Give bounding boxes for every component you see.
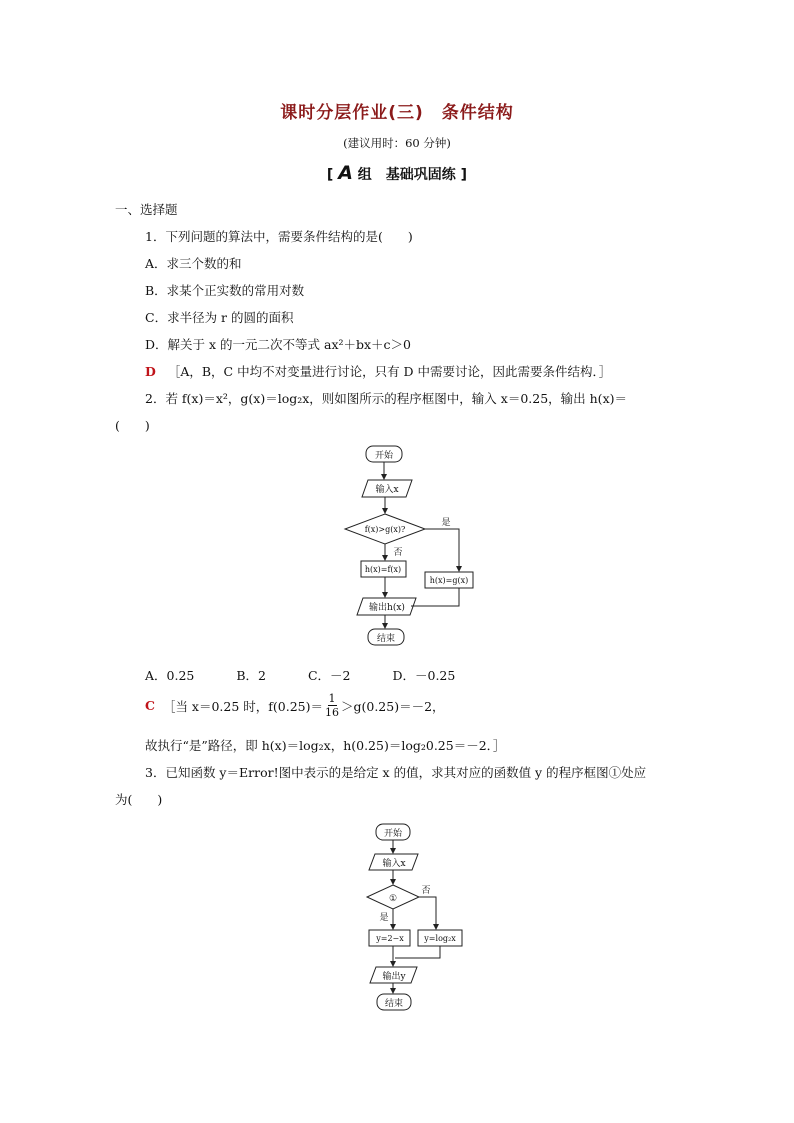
q2-flowchart (330, 440, 490, 655)
q2-fraction-denominator: 16 (325, 706, 339, 719)
q1-stem: 1．下列问题的算法中，需要条件结构的是( ) (145, 229, 413, 244)
q2-input-label: 输入x (375, 485, 399, 495)
q2-option-d: D．－0.25 (392, 668, 456, 683)
q3-output-label: 输出y (382, 972, 406, 982)
q2-output-label: 输出h(x) (369, 603, 405, 613)
q1-answer-text: ［A，B，C 中均不对变量进行讨论，只有 D 中需要讨论，因此需要条件结构．］ (167, 364, 612, 379)
group-letter: A (338, 162, 353, 184)
page-title: 课时分层作业(三) 条件结构 (280, 103, 514, 123)
q2-right-box-label: h(x)=g(x) (429, 576, 469, 585)
q3-input-label: 输入x (382, 859, 406, 869)
q2-option-a: A．0.25 (145, 668, 195, 683)
q2-left-box-label: h(x)=f(x) (364, 565, 402, 574)
page-subtitle: (建议用时：60 分钟) (343, 136, 451, 150)
q3-end-label: 结束 (384, 999, 404, 1009)
q2-options (145, 666, 455, 684)
q2-decision-label: f(x)>g(x)? (364, 525, 406, 534)
q1-answer (145, 362, 611, 380)
group-heading (0, 162, 794, 184)
q3-stem-line2: 为( ) (115, 792, 163, 807)
q3-yes-label: 是 (379, 913, 389, 923)
group-bracket-right: ] (460, 167, 468, 183)
q2-stem-line2: ( ) (115, 418, 150, 433)
q3-flowchart (350, 818, 480, 1018)
q2-option-b: B．2 (236, 668, 266, 683)
q2-fraction (325, 692, 339, 719)
q3-decision-label: ① (388, 894, 398, 904)
q1-option-a: A．求三个数的和 (145, 256, 242, 271)
q3-right-box-label: y=log₂x (424, 934, 456, 943)
q2-answer-line2: 故执行“是”路径，即 h(x)＝log₂x，h(0.25)＝log₂0.25＝－2．］ (145, 738, 506, 753)
group-title: 组 基础巩固练 (357, 167, 456, 183)
q2-start-label: 开始 (374, 451, 394, 461)
q2-answer-letter: C (145, 698, 155, 713)
q2-option-c: C．－2 (307, 668, 351, 683)
q2-end-label: 结束 (376, 634, 396, 644)
q1-answer-letter: D (145, 364, 156, 379)
section-heading: 一、选择题 (115, 202, 178, 217)
q3-left-box-label: y=2−x (376, 934, 404, 943)
q3-stem-line1: 3．已知函数 y＝Error!图中表示的是给定 x 的值，求其对应的函数值 y 的程序框图①处应 (145, 765, 647, 780)
q2-answer-post: ＞g(0.25)＝－2， (341, 698, 445, 714)
q2-yes-label: 是 (441, 518, 451, 528)
q3-start-label: 开始 (383, 829, 403, 839)
q2-answer (145, 692, 445, 719)
q1-option-c: C．求半径为 r 的圆的面积 (145, 310, 294, 325)
q1-option-d: D．解关于 x 的一元二次不等式 ax²＋bx＋c＞0 (145, 337, 412, 352)
q1-option-b: B．求某个正实数的常用对数 (145, 283, 305, 298)
q2-no-label: 否 (393, 548, 403, 558)
q3-no-label: 否 (421, 886, 431, 896)
group-bracket-left: [ (326, 167, 334, 183)
q2-stem-line1: 2．若 f(x)＝x²，g(x)＝log₂x，则如图所示的程序框图中，输入 x＝0.25，输出 h(x)＝ (145, 391, 627, 406)
q2-answer-pre: ［当 x＝0.25 时，f(0.25)＝ (162, 698, 323, 714)
q2-fraction-numerator: 1 (328, 692, 336, 705)
